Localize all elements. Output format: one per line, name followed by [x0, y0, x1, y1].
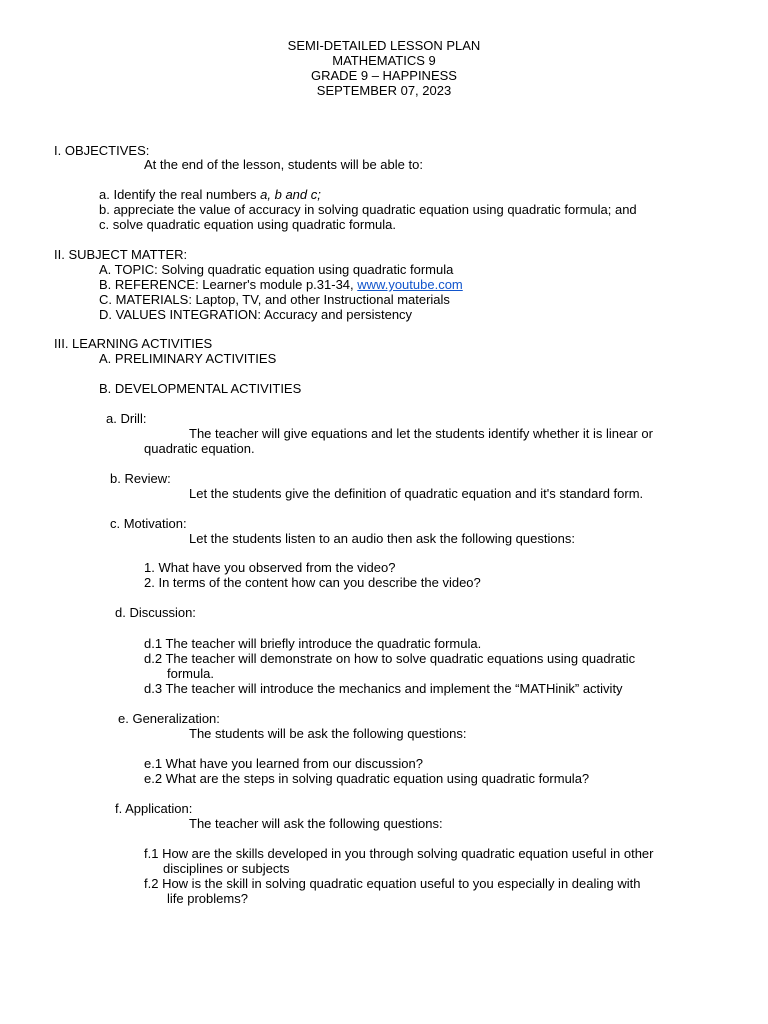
- discussion-label: d. Discussion:: [115, 605, 196, 620]
- generalization-e2: e.2 What are the steps in solving quadratic equation using quadratic formula?: [144, 771, 590, 786]
- review-text: Let the students give the definition of quadratic equation and it's standard form.: [189, 486, 644, 501]
- objective-a-text: a. Identify the real numbers: [99, 187, 261, 202]
- reference-line: [99, 277, 463, 292]
- document-title: SEMI-DETAILED LESSON PLAN: [287, 38, 481, 53]
- objectives-heading: I. OBJECTIVES:: [54, 143, 150, 158]
- reference-text: B. REFERENCE: Learner's module p.31-34,: [99, 277, 358, 292]
- generalization-label: e. Generalization:: [118, 711, 220, 726]
- drill-text-1: The teacher will give equations and let the students identify whether it is linear or: [189, 426, 653, 441]
- discussion-d2: d.2 The teacher will demonstrate on how to solve quadratic equations using quadratic: [144, 651, 636, 666]
- motivation-question-2: 2. In terms of the content how can you describe the video?: [144, 575, 481, 590]
- topic-line: A. TOPIC: Solving quadratic equation using quadratic formula: [99, 262, 454, 277]
- grade-line: GRADE 9 – HAPPINESS: [311, 68, 457, 83]
- review-label: b. Review:: [110, 471, 171, 486]
- objective-b: b. appreciate the value of accuracy in solving quadratic equation using quadratic formula; and: [99, 202, 637, 217]
- developmental-activities: B. DEVELOPMENTAL ACTIVITIES: [99, 381, 302, 396]
- date-line: SEPTEMBER 07, 2023: [316, 83, 452, 98]
- values-line: D. VALUES INTEGRATION: Accuracy and persistency: [99, 307, 413, 322]
- application-f2-cont: life problems?: [167, 891, 248, 906]
- application-f1: f.1 How are the skills developed in you through solving quadratic equation useful in other: [144, 846, 654, 861]
- discussion-d2-cont: formula.: [167, 666, 214, 681]
- preliminary-activities: A. PRELIMINARY ACTIVITIES: [99, 351, 277, 366]
- application-f2: f.2 How is the skill in solving quadratic equation useful to you especially in dealing with: [144, 876, 641, 891]
- discussion-d3: d.3 The teacher will introduce the mechanics and implement the “MATHinik” activity: [144, 681, 623, 696]
- discussion-d1: d.1 The teacher will briefly introduce the quadratic formula.: [144, 636, 482, 651]
- objective-c: c. solve quadratic equation using quadratic formula.: [99, 217, 397, 232]
- objective-a: [99, 187, 321, 202]
- drill-text-2: quadratic equation.: [144, 441, 255, 456]
- materials-line: C. MATERIALS: Laptop, TV, and other Instructional materials: [99, 292, 450, 307]
- youtube-link[interactable]: www.youtube.com: [357, 277, 463, 292]
- subject-matter-heading: II. SUBJECT MATTER:: [54, 247, 188, 262]
- motivation-label: c. Motivation:: [110, 516, 187, 531]
- subject-line: MATHEMATICS 9: [332, 53, 436, 68]
- motivation-text: Let the students listen to an audio then ask the following questions:: [189, 531, 575, 546]
- generalization-e1: e.1 What have you learned from our discussion?: [144, 756, 423, 771]
- generalization-text: The students will be ask the following questions:: [189, 726, 467, 741]
- objective-a-italic: a, b and c;: [260, 187, 321, 202]
- objectives-intro: At the end of the lesson, students will be able to:: [144, 157, 423, 172]
- learning-activities-heading: III. LEARNING ACTIVITIES: [54, 336, 213, 351]
- motivation-question-1: 1. What have you observed from the video?: [144, 560, 396, 575]
- application-f1-cont: disciplines or subjects: [163, 861, 290, 876]
- drill-label: a. Drill:: [106, 411, 147, 426]
- application-label: f. Application:: [115, 801, 193, 816]
- application-text: The teacher will ask the following questions:: [189, 816, 443, 831]
